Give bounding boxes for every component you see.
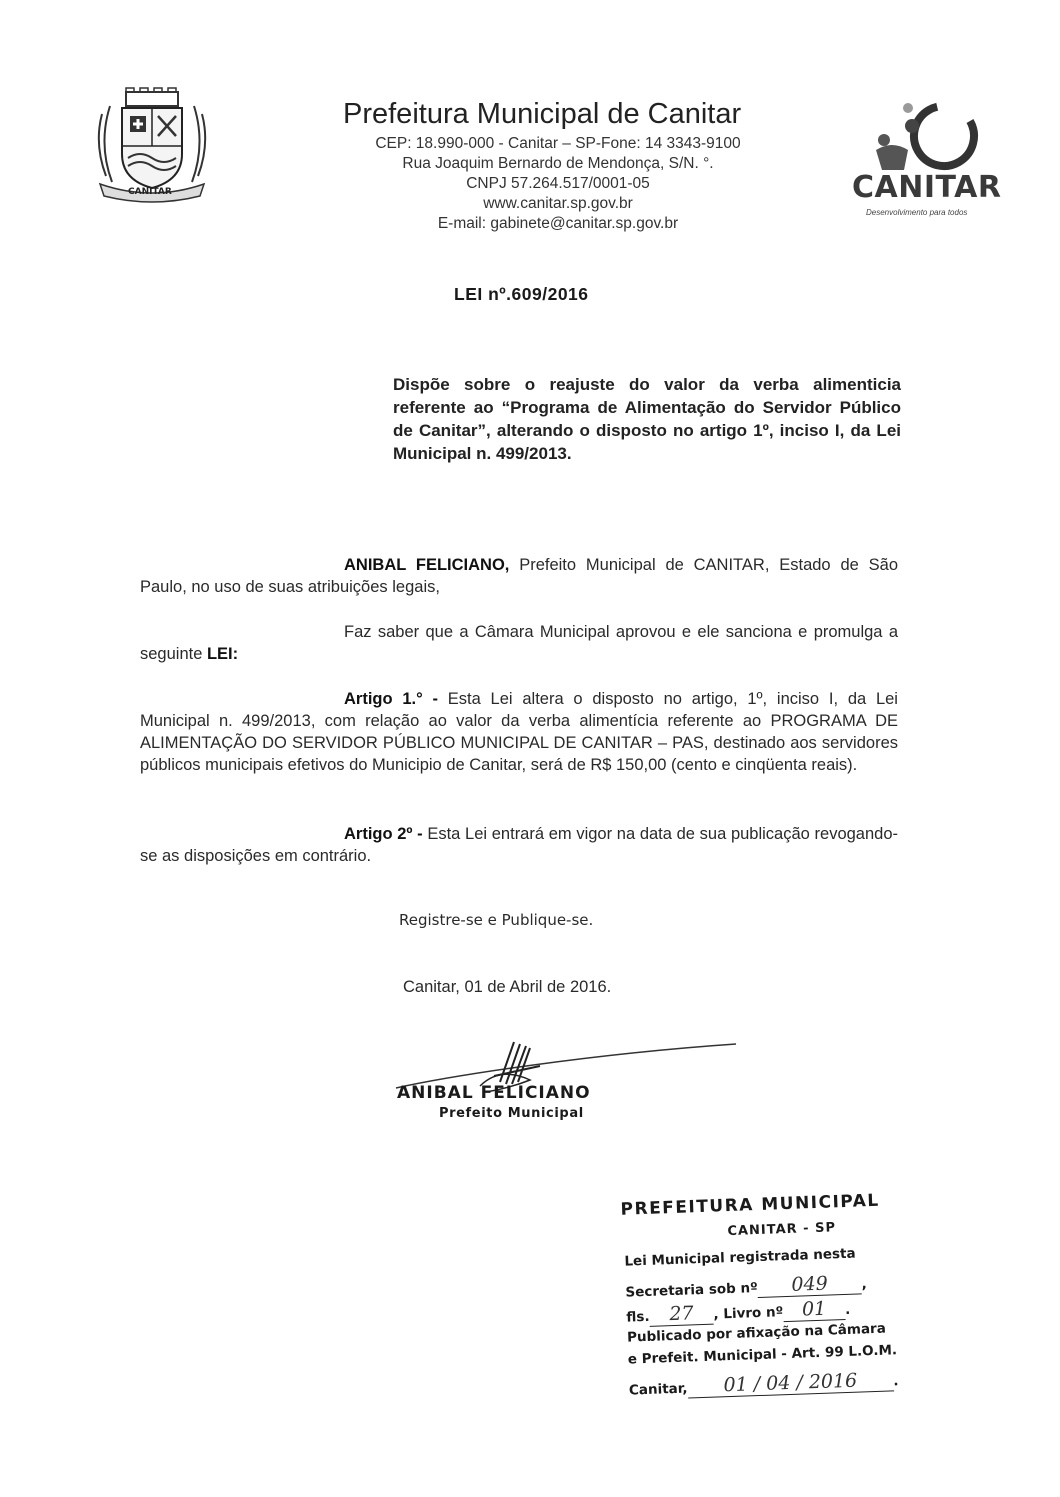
header-cep-phone: CEP: 18.990-000 - Canitar – SP-Fone: 14 3343-9100 bbox=[375, 135, 741, 152]
header-email: E-mail: gabinete@canitar.sp.gov.br bbox=[437, 215, 679, 232]
enactment-lei: LEI: bbox=[206, 645, 239, 663]
stamp-canitar-label: Canitar, bbox=[628, 1380, 688, 1399]
law-title: LEI nº.609/2016 bbox=[454, 284, 589, 304]
stamp-line-3: fls. 27 , Livro nº 01 . bbox=[626, 1297, 851, 1326]
stamp-date: 01 / 04 / 2016 bbox=[723, 1369, 858, 1397]
signatory-name: ANIBAL FELICIANO bbox=[397, 1083, 591, 1103]
article-1 bbox=[140, 688, 898, 776]
stamp-fls-label: fls. bbox=[626, 1308, 650, 1326]
law-ementa: Dispõe sobre o reajuste do valor da verba alimenticia referente ao “Programa de Alimentação do Servidor Público de Canitar”, alterando o disposto no artigo 1º, inciso I, da Lei Municipal n. 499/2013. bbox=[393, 375, 901, 463]
article-1-label: Artigo 1.° - bbox=[344, 690, 438, 708]
enactment-paragraph bbox=[140, 621, 898, 665]
register-publish: Registre-se e Publique-se. bbox=[399, 911, 594, 929]
article-2-label: Artigo 2º - bbox=[344, 825, 423, 843]
stamp-livro-label: , Livro nº bbox=[713, 1304, 784, 1323]
document-date: Canitar, 01 de Abril de 2016. bbox=[403, 978, 612, 996]
signatory-role: Prefeito Municipal bbox=[439, 1106, 584, 1121]
mayor-name: ANIBAL FELICIANO, bbox=[344, 556, 510, 574]
header-website: www.canitar.sp.gov.br bbox=[483, 195, 633, 212]
article-2-text: Esta Lei entrará em vigor na data de sua publicação revogando-se as disposições em contrário. bbox=[140, 825, 898, 865]
header-address: Rua Joaquim Bernardo de Mendonça, S/N. °. bbox=[402, 155, 714, 172]
canitar-logo bbox=[848, 100, 1028, 220]
stamp-line-1: Lei Municipal registrada nesta bbox=[624, 1245, 856, 1270]
preamble-text: Prefeito Municipal de CANITAR, Estado de São Paulo, no uso de suas atribuições legais, bbox=[140, 556, 898, 596]
stamp-line-2: Secretaria sob nº 049 , bbox=[625, 1272, 868, 1301]
registration-stamp bbox=[614, 1181, 942, 1422]
crest-ribbon-text: CANITAR bbox=[128, 187, 172, 197]
stamp-title: PREFEITURA MUNICIPAL bbox=[620, 1190, 881, 1220]
stamp-line-4: Publicado por afixação na Câmara bbox=[626, 1320, 887, 1346]
preamble-paragraph bbox=[140, 554, 898, 598]
logo-wordmark: CANITAR bbox=[852, 170, 1002, 205]
article-1-text: Esta Lei altera o disposto no artigo, 1º, inciso I, da Lei Municipal n. 499/2013, com relação ao valor da verba alimentícia referente ao PROGRAMA DE ALIMENTAÇÃO DO SERVIDOR PÚBLICO MUNICIPAL DE CANITAR – PAS, destinado aos servidores públicos municipais efetivos do Municipio de Canitar, será de R$ 150,00 (cento e cinqüenta reais). bbox=[140, 690, 898, 774]
article-2 bbox=[140, 823, 898, 867]
stamp-fls-number: 27 bbox=[668, 1302, 694, 1326]
logo-tagline: Desenvolvimento para todos bbox=[866, 208, 968, 217]
stamp-secretaria-label: Secretaria sob nº bbox=[625, 1280, 758, 1301]
municipal-crest bbox=[92, 84, 212, 204]
stamp-line-5: e Prefeit. Municipal - Art. 99 L.O.M. bbox=[627, 1342, 898, 1368]
header-cnpj: CNPJ 57.264.517/0001-05 bbox=[466, 175, 650, 192]
stamp-registry-number: 049 bbox=[791, 1272, 829, 1296]
stamp-subtitle: CANITAR - SP bbox=[727, 1220, 837, 1240]
stamp-livro-number: 01 bbox=[801, 1297, 827, 1321]
stamp-line-6: Canitar, 01 / 04 / 2016 . bbox=[628, 1369, 899, 1399]
municipality-title: Prefeitura Municipal de Canitar bbox=[343, 98, 742, 130]
enactment-text: Faz saber que a Câmara Municipal aprovou e ele sanciona e promulga a seguinte bbox=[140, 623, 898, 663]
